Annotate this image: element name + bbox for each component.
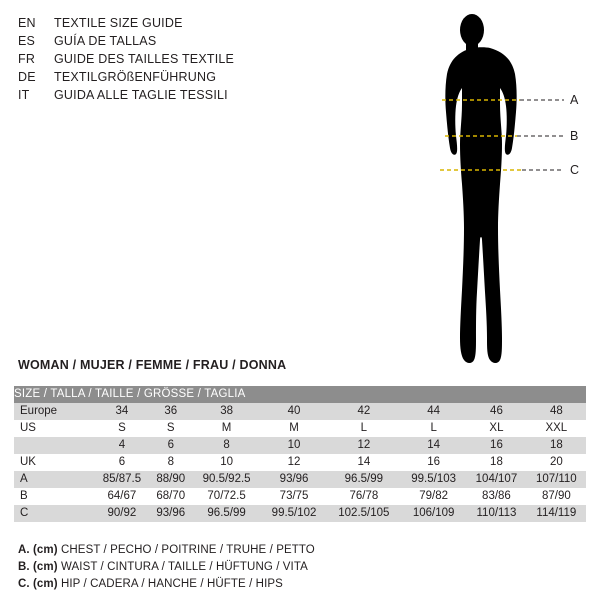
marker-label-a: A (570, 93, 579, 107)
cell: 64/67 (94, 488, 150, 505)
table-row (14, 454, 586, 471)
cell: 107/110 (527, 471, 586, 488)
table-header-label: SIZE / TALLA / TAILLE / GRÖSSE / TAGLIA (14, 386, 586, 403)
cell: 16 (466, 437, 526, 454)
cell: 20 (527, 454, 586, 471)
cell: L (327, 420, 401, 437)
language-code: DE (18, 70, 36, 84)
cell: 8 (150, 454, 192, 471)
table-row (14, 505, 586, 522)
row-label: US (14, 420, 94, 437)
table-row (14, 420, 586, 437)
cell: S (150, 420, 192, 437)
cell: 110/113 (466, 505, 526, 522)
cell: 14 (327, 454, 401, 471)
cell: S (94, 420, 150, 437)
language-code: FR (18, 52, 36, 66)
note-row (18, 559, 315, 576)
cell: 93/96 (262, 471, 327, 488)
cell: 68/70 (150, 488, 192, 505)
language-code: IT (18, 88, 30, 102)
table-header-row (14, 386, 586, 403)
language-row (18, 16, 348, 34)
cell: 16 (401, 454, 466, 471)
cell: 36 (150, 403, 192, 420)
cell: XXL (527, 420, 586, 437)
cell: 10 (262, 437, 327, 454)
note-text: WAIST / CINTURA / TAILLE / HÜFTUNG / VITA (60, 561, 308, 573)
cell: 102.5/105 (327, 505, 401, 522)
note-text: HIP / CADERA / HANCHE / HÜFTE / HIPS (60, 578, 283, 590)
cell: 106/109 (401, 505, 466, 522)
cell: 85/87.5 (94, 471, 150, 488)
language-row (18, 52, 348, 70)
row-label: A (14, 471, 94, 488)
cell: 48 (527, 403, 586, 420)
row-label: Europe (14, 403, 94, 420)
language-text: GUIDE DES TAILLES TEXTILE (54, 52, 235, 66)
table-row (14, 437, 586, 454)
cell: 104/107 (466, 471, 526, 488)
cell: 14 (401, 437, 466, 454)
cell: 73/75 (262, 488, 327, 505)
note-label: C. (cm) (18, 578, 58, 590)
note-label: A. (cm) (18, 544, 58, 556)
language-row (18, 70, 348, 88)
cell: 10 (192, 454, 262, 471)
cell: 40 (262, 403, 327, 420)
cell: XL (466, 420, 526, 437)
measurement-lines (412, 8, 592, 378)
note-row (18, 542, 315, 559)
row-label: C (14, 505, 94, 522)
language-row (18, 88, 348, 106)
cell: 8 (192, 437, 262, 454)
cell: 6 (150, 437, 192, 454)
cell: 34 (94, 403, 150, 420)
language-text: TEXTILGRÖßENFÜHRUNG (54, 70, 217, 84)
cell: 93/96 (150, 505, 192, 522)
note-label: B. (cm) (18, 561, 58, 573)
row-label: B (14, 488, 94, 505)
cell: 99.5/103 (401, 471, 466, 488)
table-row (14, 488, 586, 505)
cell: 90/92 (94, 505, 150, 522)
cell: 83/86 (466, 488, 526, 505)
cell: M (192, 420, 262, 437)
size-table (14, 386, 586, 522)
cell: 18 (527, 437, 586, 454)
cell: 96.5/99 (192, 505, 262, 522)
note-row (18, 576, 315, 593)
row-label (14, 437, 94, 454)
cell: 87/90 (527, 488, 586, 505)
cell: 42 (327, 403, 401, 420)
cell: 12 (262, 454, 327, 471)
row-label: UK (14, 454, 94, 471)
cell: 90.5/92.5 (192, 471, 262, 488)
cell: 76/78 (327, 488, 401, 505)
cell: 88/90 (150, 471, 192, 488)
language-text: GUÍA DE TALLAS (54, 34, 157, 48)
cell: 99.5/102 (262, 505, 327, 522)
cell: M (262, 420, 327, 437)
cell: 114/119 (527, 505, 586, 522)
table-row (14, 471, 586, 488)
cell: 79/82 (401, 488, 466, 505)
cell: 4 (94, 437, 150, 454)
measurement-notes (18, 542, 315, 593)
cell: 70/72.5 (192, 488, 262, 505)
cell: 12 (327, 437, 401, 454)
cell: 6 (94, 454, 150, 471)
language-row (18, 34, 348, 52)
section-title: WOMAN / MUJER / FEMME / FRAU / DONNA (18, 358, 287, 372)
marker-label-b: B (570, 129, 579, 143)
language-text: GUIDA ALLE TAGLIE TESSILI (54, 88, 228, 102)
note-text: CHEST / PECHO / POITRINE / TRUHE / PETTO (60, 544, 315, 556)
cell: 44 (401, 403, 466, 420)
cell: 96.5/99 (327, 471, 401, 488)
language-text: TEXTILE SIZE GUIDE (54, 16, 183, 30)
cell: 18 (466, 454, 526, 471)
table-row (14, 403, 586, 420)
cell: 38 (192, 403, 262, 420)
cell: L (401, 420, 466, 437)
cell: 46 (466, 403, 526, 420)
marker-label-c: C (570, 163, 580, 177)
language-header (18, 16, 348, 106)
language-code: ES (18, 34, 36, 48)
language-code: EN (18, 16, 36, 30)
measurement-figure (412, 8, 592, 378)
